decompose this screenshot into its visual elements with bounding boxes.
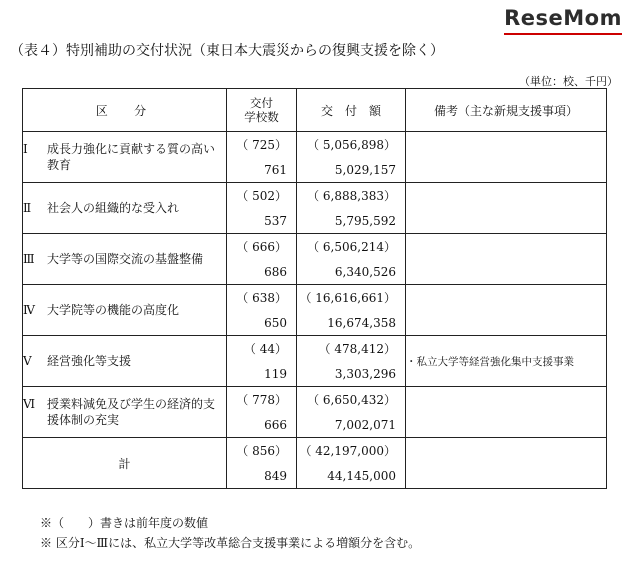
amount-stack (297, 132, 405, 182)
amount-stack (297, 438, 405, 488)
logo-text: ReseMom (504, 6, 622, 30)
schools-stack (227, 387, 296, 437)
subsidy-table (22, 88, 607, 489)
amount-stack (297, 183, 405, 233)
site-logo (504, 6, 622, 30)
prev-schools: （ 856） (236, 444, 287, 458)
category-numeral: Ⅴ (23, 354, 32, 368)
footnote-2: ※ 区分Ⅰ～Ⅲには、私立大学等改革総合支援事業による増額分を含む。 (40, 536, 421, 550)
schools-cell (227, 183, 297, 234)
footnote-1: ※（ ）書きは前年度の数値 (40, 516, 209, 530)
schools: 849 (264, 468, 287, 483)
schools-stack (227, 336, 296, 386)
header-schools (227, 89, 297, 132)
schools-stack (227, 183, 296, 233)
prev-amount: （ 6,650,432） (307, 393, 396, 407)
prev-schools: （ 666） (236, 240, 287, 254)
amount: 7,002,071 (334, 417, 396, 432)
prev-schools: （ 725） (236, 138, 287, 152)
schools: 119 (264, 366, 287, 381)
table-header-row (23, 89, 607, 132)
schools-stack (227, 132, 296, 182)
category-cell (23, 285, 227, 336)
amount: 5,029,157 (334, 162, 396, 177)
prev-amount: （ 6,888,383） (307, 189, 396, 203)
schools: 537 (264, 213, 287, 228)
category-label: 経営強化等支援 (47, 354, 132, 368)
category-wrap (23, 302, 226, 318)
table-row (23, 132, 607, 183)
schools-cell (227, 132, 297, 183)
total-label: 計 (23, 438, 227, 489)
schools-cell (227, 387, 297, 438)
header-amount: 交 付 額 (297, 89, 406, 132)
amount-stack (297, 336, 405, 386)
category-wrap (23, 200, 226, 216)
table-row (23, 285, 607, 336)
schools-stack (227, 438, 296, 488)
header-schools-line2: 学校数 (244, 110, 279, 124)
amount-cell (297, 336, 406, 387)
category-numeral: Ⅰ (23, 142, 28, 156)
schools-cell (227, 438, 297, 489)
category-label: 大学院等の機能の高度化 (47, 303, 180, 317)
schools-cell (227, 285, 297, 336)
schools-stack (227, 285, 296, 335)
table-row (23, 387, 607, 438)
table-row (23, 183, 607, 234)
header-notes: 備考（主な新規支援事項） (406, 89, 607, 132)
category-wrap (23, 353, 226, 369)
table-row (23, 336, 607, 387)
category-wrap (23, 141, 226, 173)
category-cell (23, 183, 227, 234)
schools-cell (227, 234, 297, 285)
category-numeral: Ⅲ (23, 252, 35, 266)
schools-stack (227, 234, 296, 284)
table-row (23, 234, 607, 285)
note-cell (406, 234, 607, 285)
prev-schools: （ 502） (236, 189, 287, 203)
amount: 5,795,592 (334, 213, 396, 228)
amount-cell (297, 387, 406, 438)
category-cell (23, 336, 227, 387)
category-label: 授業料減免及び学生の経済的支援体制の充実 (47, 397, 216, 427)
category-numeral: Ⅵ (23, 397, 36, 411)
prev-schools: （ 638） (236, 291, 287, 305)
amount-cell (297, 285, 406, 336)
schools: 686 (264, 264, 287, 279)
category-label: 成長力強化に貢献する質の高い教育 (47, 142, 216, 172)
note-cell (406, 285, 607, 336)
note-cell (406, 183, 607, 234)
category-cell (23, 234, 227, 285)
note-cell (406, 438, 607, 489)
category-cell (23, 387, 227, 438)
header-schools-line1: 交付 (250, 96, 273, 110)
header-category: 区 分 (23, 89, 227, 132)
amount-stack (297, 234, 405, 284)
category-label: 大学等の国際交流の基盤整備 (47, 252, 204, 266)
category-wrap (23, 396, 226, 428)
unit-label: （単位：校、千円） (519, 75, 618, 88)
schools-cell (227, 336, 297, 387)
total-row (23, 438, 607, 489)
amount-cell (297, 234, 406, 285)
amount-cell (297, 438, 406, 489)
amount: 6,340,526 (334, 264, 396, 279)
category-label: 社会人の組織的な受入れ (47, 201, 180, 215)
amount-cell (297, 132, 406, 183)
note-cell: ・私立大学等経営強化集中支援事業 (406, 336, 607, 387)
amount: 16,674,358 (327, 315, 396, 330)
prev-schools: （ 44） (243, 342, 287, 356)
prev-amount: （ 16,616,661） (299, 291, 396, 305)
prev-schools: （ 778） (236, 393, 287, 407)
logo-underline (504, 33, 622, 35)
amount: 3,303,296 (334, 366, 396, 381)
schools: 761 (264, 162, 287, 177)
note-cell (406, 387, 607, 438)
amount-cell (297, 183, 406, 234)
amount-stack (297, 387, 405, 437)
schools: 666 (264, 417, 287, 432)
prev-amount: （ 5,056,898） (307, 138, 396, 152)
prev-amount: （ 6,506,214） (307, 240, 396, 254)
note-cell (406, 132, 607, 183)
category-numeral: Ⅳ (23, 303, 35, 317)
table-title: （表４）特別補助の交付状況（東日本大震災からの復興支援を除く） (10, 43, 444, 59)
amount: 44,145,000 (327, 468, 396, 483)
category-numeral: Ⅱ (23, 201, 32, 215)
amount-stack (297, 285, 405, 335)
prev-amount: （ 478,412） (318, 342, 396, 356)
schools: 650 (264, 315, 287, 330)
category-cell (23, 132, 227, 183)
category-wrap (23, 251, 226, 267)
prev-amount: （ 42,197,000） (299, 444, 396, 458)
